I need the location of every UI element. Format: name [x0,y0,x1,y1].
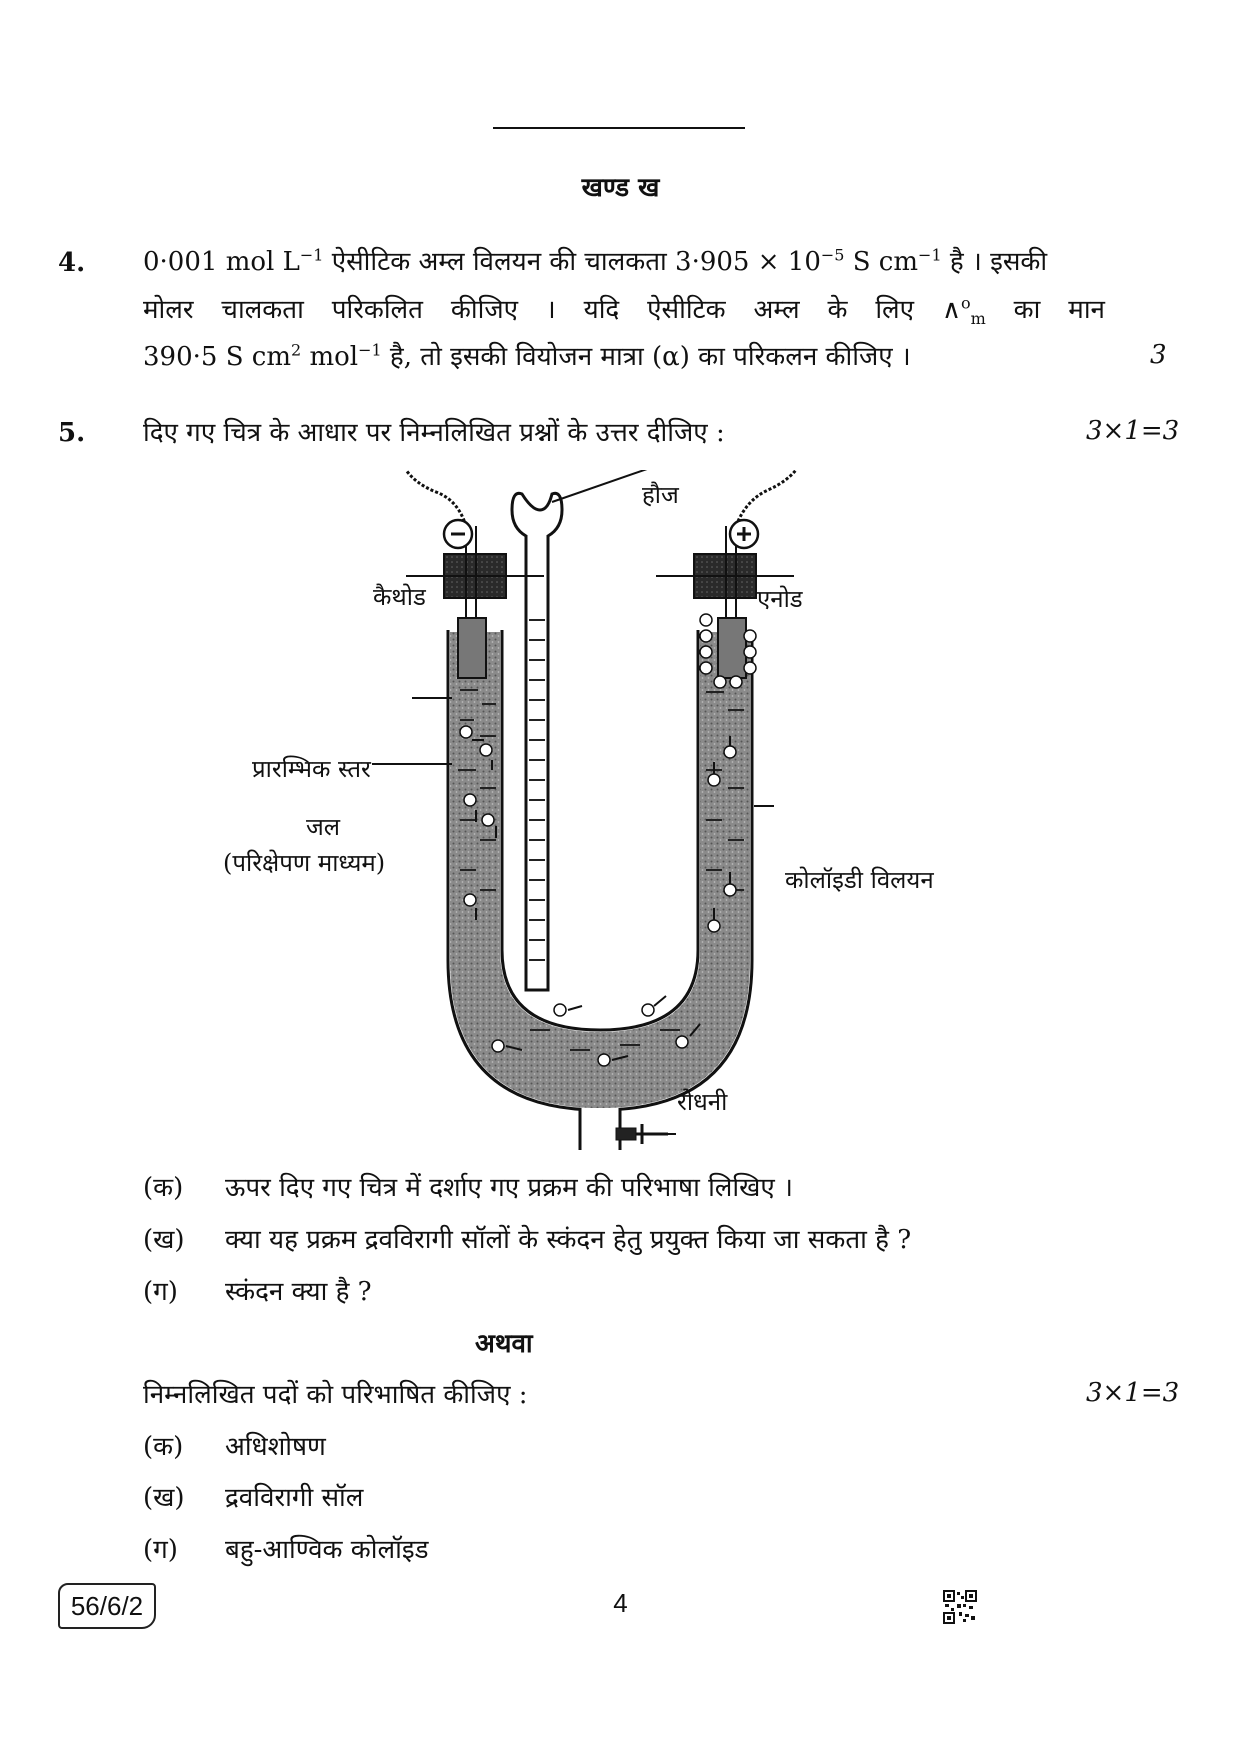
q4-line2: मोलर चालकता परिकलित कीजिए । यदि ऐसीटिक अम्ल के लिए ∧$^o_m$ का मान [143,293,1105,329]
label-dispersion-medium: (परिक्षेपण माध्यम) [223,849,386,877]
q5-number: 5. [58,418,86,448]
q5-marks: 3×1=3 [1086,416,1180,446]
q5-part-a-label: (क) [143,1173,184,1203]
q5-intro: दिए गए चित्र के आधार पर निम्नलिखित प्रश्नों के उत्तर दीजिए : [143,418,725,448]
q5-part-a-text: ऊपर दिए गए चित्र में दर्शाए गए प्रक्रम की परिभाषा लिखिए । [225,1173,793,1203]
or-heading: अथवा [475,1329,533,1359]
q5-alt-intro: निम्नलिखित पदों को परिभाषित कीजिए : [143,1380,528,1410]
electrophoresis-figure [230,470,990,1150]
label-hose: हौज [642,481,679,509]
stopcock-tube [580,1108,620,1150]
label-colloidal-solution: कोलॉइडी विलयन [785,866,934,894]
top-rule [493,127,745,129]
q5-part-c-text: स्कंदन क्या है ? [225,1277,372,1307]
label-anode: एनोड [757,585,803,613]
q5-alt-marks: 3×1=3 [1086,1378,1180,1408]
q5-alt-b-text: द्रवविरागी सॉल [225,1483,364,1513]
q5-alt-a-text: अधिशोषण [225,1432,326,1462]
q5-part-c-label: (ग) [143,1277,178,1307]
label-stopcock: रोधनी [677,1088,728,1116]
paper-code: 56/6/2 [58,1583,156,1629]
q5-part-b-label: (ख) [143,1225,185,1255]
q5-part-b-text: क्या यह प्रक्रम द्रवविरागी सॉलों के स्कंदन हेतु प्रयुक्त किया जा सकता है ? [225,1225,912,1255]
label-water: जल [306,813,341,841]
q4-number: 4. [58,248,86,278]
section-title: खण्ड ख [581,173,660,203]
central-tube [512,493,562,990]
label-initial-level: प्रारम्भिक स्तर [252,755,371,783]
q4-line3: 390·5 S $cm^2$ mol$^{-1}$ है, तो इसकी वियोजन मात्रा (α) का परिकलन कीजिए । [143,340,911,372]
stopcock-handle [616,1128,636,1140]
q5-alt-c-label: (ग) [143,1535,178,1565]
label-cathode: कैथोड [373,583,426,611]
q4-marks: 3 [1150,340,1167,370]
q4-line1: 0·001 mol $L^{-1}$ ऐसीटिक अम्ल विलयन की चालकता $3\cdot 905 \times 10^{-5}$ S $cm^{-1}$ है । इसकी [143,245,1048,277]
page-number: 4 [613,1588,628,1618]
q5-alt-c-text: बहु-आण्विक कोलॉइड [225,1535,429,1565]
q5-alt-b-label: (ख) [143,1483,185,1513]
qr-code-icon [943,1590,977,1624]
q5-alt-a-label: (क) [143,1432,184,1462]
